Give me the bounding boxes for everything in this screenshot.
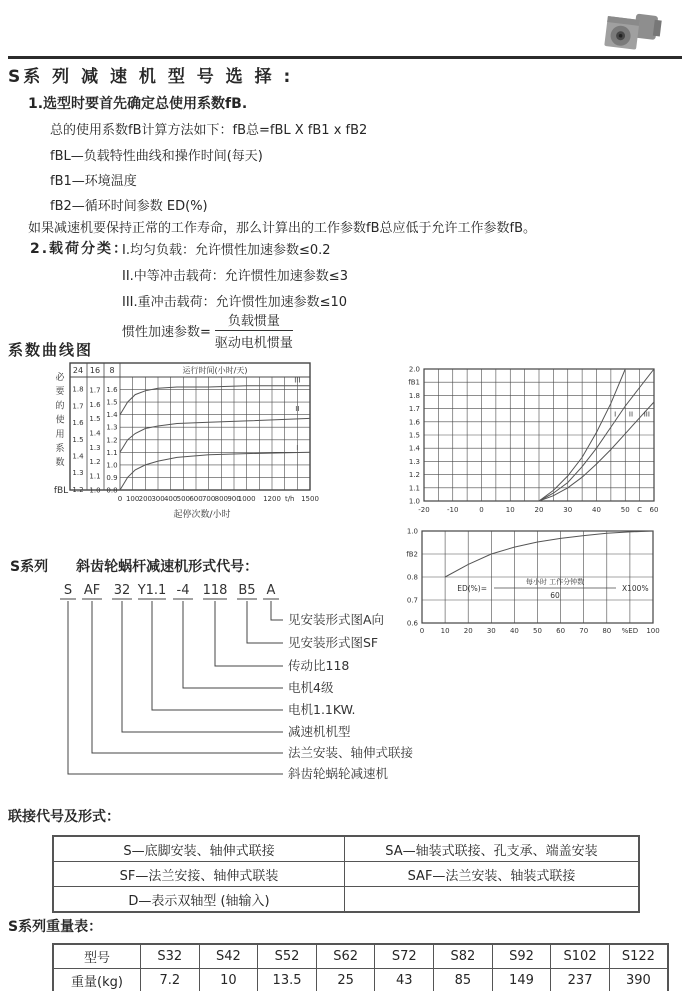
code-label-type: 斜齿轮蜗轮减速机 [288, 766, 389, 781]
svg-text:fBL: fBL [53, 486, 69, 496]
svg-text:运行时间(小时/天): 运行时间(小时/天) [182, 366, 248, 375]
svg-text:800: 800 [214, 495, 229, 503]
table-row [53, 944, 668, 969]
code-token-b5: B5 [238, 583, 256, 598]
svg-text:1200: 1200 [263, 495, 281, 503]
weight-header: S52 [258, 944, 317, 969]
svg-text:0.8: 0.8 [106, 486, 118, 495]
svg-text:每小时 工作分钟数: 每小时 工作分钟数 [525, 578, 585, 586]
svg-text:0: 0 [117, 495, 123, 503]
svg-text:1.8: 1.8 [408, 391, 420, 400]
svg-text:1.7: 1.7 [72, 402, 84, 411]
code-token-y11: Y1.1 [137, 583, 167, 598]
svg-text:16: 16 [89, 366, 101, 375]
svg-text:fB1: fB1 [408, 378, 420, 387]
weight-value: 13.5 [258, 969, 317, 991]
svg-text:60: 60 [649, 506, 659, 514]
svg-text:900: 900 [227, 495, 241, 503]
svg-text:%ED: %ED [621, 627, 639, 635]
svg-text:1.4: 1.4 [89, 429, 101, 438]
weight-value: 43 [375, 969, 434, 991]
svg-text:1.5: 1.5 [408, 431, 420, 440]
svg-text:1.7: 1.7 [89, 386, 101, 395]
header-divider [8, 56, 682, 59]
svg-text:40: 40 [592, 506, 601, 514]
svg-text:20: 20 [534, 506, 544, 514]
inertia-formula-lhs: 惯性加速参数= [122, 325, 211, 340]
svg-text:1.5: 1.5 [106, 398, 118, 407]
svg-text:8: 8 [109, 366, 115, 375]
svg-text:100: 100 [125, 495, 140, 503]
svg-text:70: 70 [579, 627, 589, 635]
connection-cell-saf: SAF—法兰安装、轴装式联接 [345, 862, 640, 887]
weight-value: 149 [492, 969, 551, 991]
inertia-formula-numerator: 负载惯量 [215, 310, 293, 331]
svg-text:1.5: 1.5 [89, 415, 101, 424]
connection-cell-sa: SA—轴装式联接、孔支承、端盖安装 [345, 836, 640, 862]
svg-text:1.1: 1.1 [89, 472, 101, 481]
svg-text:500: 500 [176, 495, 191, 503]
svg-text:300: 300 [151, 495, 165, 503]
section1-formula-line: 总的使用系数fB计算方法如下：fB总=fBL X fB1 x fB2 [50, 123, 368, 138]
svg-text:60: 60 [550, 591, 560, 600]
weight-header: S32 [141, 944, 200, 969]
section1-note: 如果减速机要保持正常的工作寿命，那么计算出的工作参数fB总应低于允许工作参数fB。 [28, 221, 536, 236]
svg-text:1.2: 1.2 [89, 458, 101, 467]
svg-text:必: 必 [55, 373, 65, 383]
svg-text:1500: 1500 [301, 495, 319, 503]
code-label-flange: 法兰安装、轴伸式联接 [288, 745, 414, 760]
code-label-mount-sf: 见安装形式图SF [288, 635, 379, 650]
svg-text:的: 的 [55, 401, 65, 412]
svg-text:10: 10 [505, 506, 515, 514]
svg-text:1.6: 1.6 [106, 386, 118, 395]
svg-text:1.3: 1.3 [106, 423, 118, 432]
connection-cell-empty [345, 887, 640, 913]
model-code-heading-text: 斜齿轮蜗杆减速机形式代号： [76, 559, 259, 575]
svg-text:0.6: 0.6 [406, 619, 418, 628]
svg-text:0.7: 0.7 [406, 596, 418, 605]
svg-text:0: 0 [479, 506, 484, 514]
svg-text:0.9: 0.9 [106, 473, 118, 482]
svg-text:40: 40 [509, 627, 519, 635]
code-token-4: -4 [176, 583, 190, 598]
svg-text:30: 30 [486, 627, 496, 635]
table-row [53, 862, 639, 887]
model-code-connectors [60, 599, 283, 774]
svg-text:1.8: 1.8 [72, 385, 84, 394]
load-class-2: II.中等冲击载荷：允许惯性加速参数≤3 [122, 269, 348, 284]
connection-heading: 联接代号及形式： [8, 809, 120, 825]
table-row [53, 969, 668, 991]
svg-text:X100%: X100% [622, 584, 649, 593]
weight-heading: S系列重量表： [8, 919, 103, 935]
weight-header: S102 [551, 944, 610, 969]
weight-header-model: 型号 [53, 944, 141, 969]
model-code-heading [10, 556, 258, 576]
weight-header: S72 [375, 944, 434, 969]
svg-text:要: 要 [55, 387, 65, 398]
svg-text:1.0: 1.0 [89, 486, 101, 495]
connection-cell-sf: SF—法兰安接、轴伸式联装 [53, 862, 345, 887]
fbl-coefficient-chart [52, 356, 322, 526]
code-label-poles: 电机4级 [288, 680, 334, 695]
code-token-118: 118 [202, 583, 228, 598]
svg-text:1.3: 1.3 [89, 443, 101, 452]
weight-header: S122 [609, 944, 668, 969]
code-label-power: 电机1.1KW. [288, 702, 356, 717]
svg-text:t/h: t/h [284, 495, 295, 503]
svg-text:1.7: 1.7 [408, 405, 420, 414]
model-code-tokens [64, 583, 276, 598]
svg-text:II: II [628, 410, 634, 419]
weight-value: 25 [316, 969, 375, 991]
table-row [53, 836, 639, 862]
svg-text:1.2: 1.2 [408, 471, 420, 480]
svg-text:fB2: fB2 [406, 550, 418, 559]
svg-text:1.2: 1.2 [72, 485, 84, 494]
svg-text:1.0: 1.0 [406, 527, 418, 536]
code-label-frame: 减速机机型 [288, 724, 351, 739]
svg-text:1.2: 1.2 [106, 436, 118, 445]
svg-text:1000: 1000 [237, 495, 256, 503]
svg-text:10: 10 [440, 627, 450, 635]
svg-text:C: C [637, 506, 643, 514]
svg-text:用: 用 [55, 429, 65, 440]
svg-text:使: 使 [55, 415, 65, 426]
weight-value: 7.2 [141, 969, 200, 991]
inertia-formula [122, 310, 293, 351]
weight-header: S92 [492, 944, 551, 969]
svg-text:1.4: 1.4 [72, 452, 84, 461]
svg-text:系: 系 [55, 444, 65, 454]
weight-value: 237 [551, 969, 610, 991]
svg-text:数: 数 [55, 458, 65, 469]
svg-text:1.1: 1.1 [106, 448, 118, 457]
inertia-formula-fraction [215, 310, 293, 351]
svg-text:0.8: 0.8 [406, 573, 418, 582]
model-code-labels [288, 612, 414, 781]
svg-text:50: 50 [620, 506, 630, 514]
svg-text:III: III [294, 376, 301, 385]
svg-text:1.6: 1.6 [408, 418, 420, 427]
code-token-s: S [63, 583, 73, 598]
table-row [53, 887, 639, 913]
svg-text:1.4: 1.4 [408, 444, 420, 453]
section1-heading: 1.选型时要首先确定总使用系数fB. [28, 96, 248, 112]
svg-text:30: 30 [563, 506, 573, 514]
svg-text:ED(%)=: ED(%)= [457, 584, 487, 593]
svg-text:2.0: 2.0 [408, 365, 420, 374]
svg-text:24: 24 [72, 366, 84, 375]
svg-text:600: 600 [189, 495, 203, 503]
weight-header: S42 [199, 944, 258, 969]
svg-text:80: 80 [602, 627, 612, 635]
code-token-af: AF [83, 583, 101, 598]
weight-value: 10 [199, 969, 258, 991]
section2-heading: 2.载荷分类： [30, 241, 130, 257]
load-class-1: I.均匀负载：允许惯性加速参数≤0.2 [122, 243, 331, 258]
charts-heading: 系数曲线图 [8, 341, 94, 359]
weight-value: 390 [609, 969, 668, 991]
weight-table [52, 943, 669, 991]
section1-fb1-line: fB1—环境温度 [50, 174, 137, 189]
weight-row-label: 重量(kg) [53, 969, 141, 991]
section1-fb2-line: fB2—循环时间参数 ED(%) [50, 199, 208, 214]
svg-text:1.0: 1.0 [408, 497, 420, 506]
gear-reducer-photo [598, 9, 664, 57]
fb1-temperature-chart [394, 356, 688, 520]
svg-text:1.4: 1.4 [106, 411, 118, 420]
connection-cell-s: S—底脚安装、轴伸式联接 [53, 836, 345, 862]
inertia-formula-denominator: 驱动电机惯量 [214, 336, 293, 351]
svg-text:20: 20 [463, 627, 473, 635]
weight-value: 85 [434, 969, 493, 991]
svg-text:-20: -20 [418, 506, 430, 514]
connection-cell-d: D—表示双轴型 (轴输入) [53, 887, 345, 913]
model-code-diagram [0, 578, 689, 790]
svg-text:1.1: 1.1 [408, 484, 420, 493]
svg-text:1.5: 1.5 [72, 435, 84, 444]
svg-text:-10: -10 [447, 506, 459, 514]
svg-text:50: 50 [533, 627, 542, 635]
svg-text:0: 0 [419, 627, 425, 635]
svg-text:1.3: 1.3 [408, 457, 420, 466]
code-token-a: A [266, 583, 276, 598]
svg-text:1.6: 1.6 [89, 400, 101, 409]
code-token-32: 32 [113, 583, 131, 598]
code-label-ratio: 传动比118 [288, 658, 350, 673]
code-label-mount-a: 见安装形式图A向 [288, 612, 385, 627]
svg-text:II: II [295, 404, 300, 413]
svg-text:I: I [614, 410, 617, 419]
svg-text:1.3: 1.3 [72, 469, 84, 478]
svg-text:起停次数/小时: 起停次数/小时 [173, 510, 231, 520]
svg-text:200: 200 [138, 495, 153, 503]
svg-text:III: III [643, 410, 650, 419]
svg-text:700: 700 [201, 495, 216, 503]
svg-text:100: 100 [646, 627, 660, 635]
weight-header: S62 [316, 944, 375, 969]
svg-text:I: I [296, 443, 299, 452]
load-class-3: III.重冲击载荷：允许惯性加速参数≤10 [122, 295, 348, 310]
svg-text:1.6: 1.6 [72, 419, 84, 428]
svg-text:400: 400 [163, 495, 178, 503]
page-title: S系 列 减 速 机 型 号 选 择 : [8, 67, 294, 87]
model-code-series: S系列 [10, 559, 49, 575]
section1-fbl-line: fBL—负载特性曲线和操作时间(每天) [50, 149, 263, 164]
svg-text:1.0: 1.0 [106, 461, 118, 470]
weight-header: S82 [434, 944, 493, 969]
svg-text:60: 60 [556, 627, 566, 635]
connection-table [52, 835, 640, 913]
